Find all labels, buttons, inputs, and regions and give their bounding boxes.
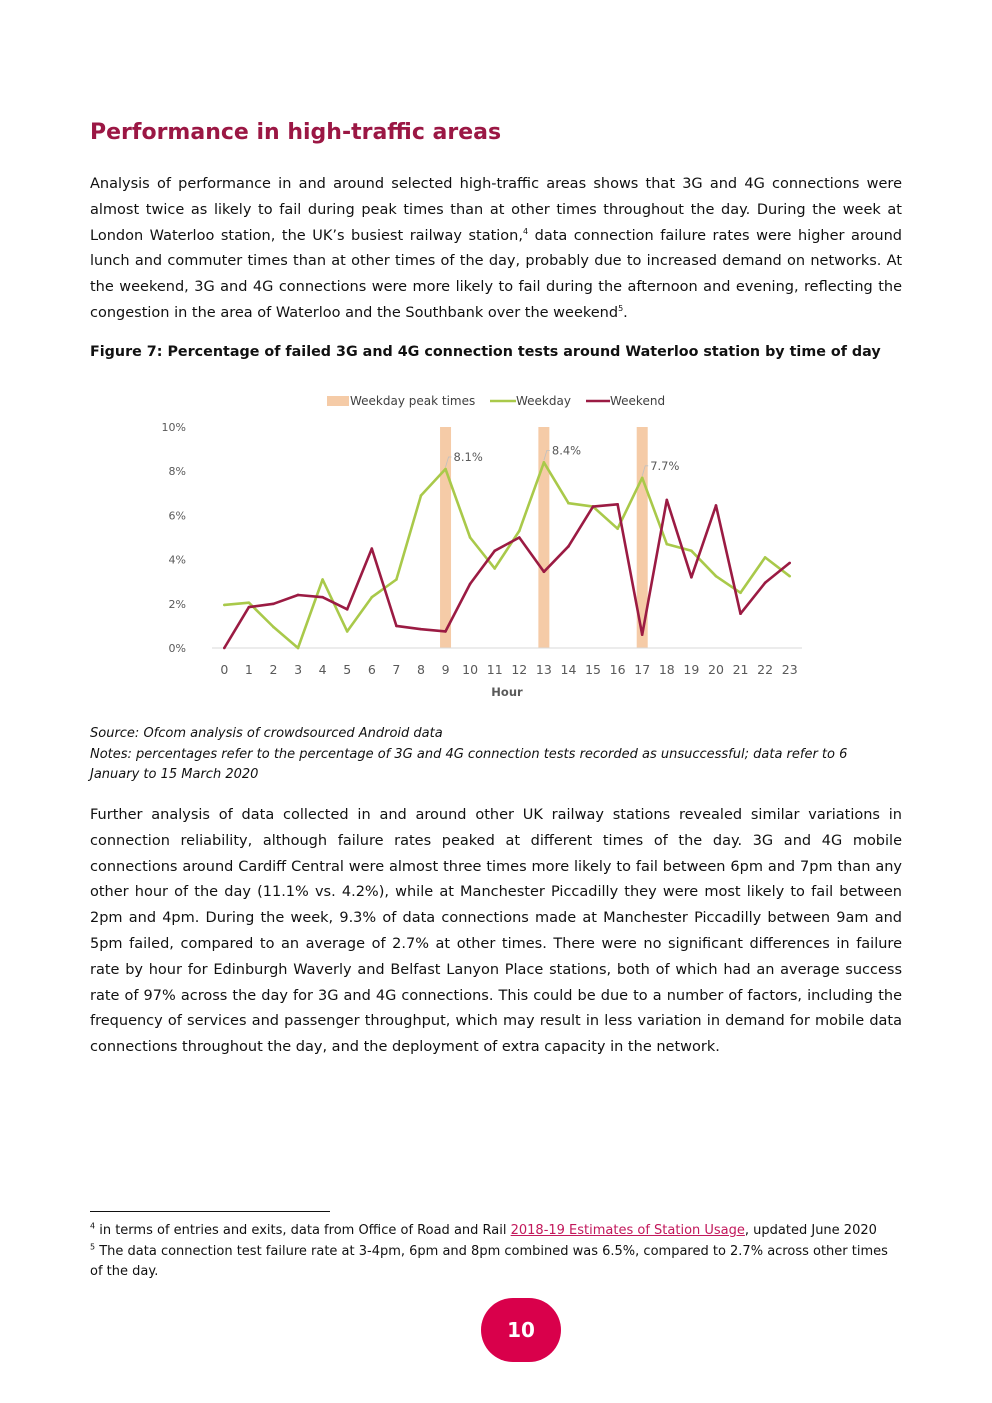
x-tick-label: 19	[683, 662, 700, 677]
figure-notes	[90, 724, 880, 786]
x-tick-label: 16	[609, 662, 626, 677]
weekday-data-point	[248, 601, 251, 604]
weekend-data-point	[493, 549, 496, 552]
x-tick-label: 11	[486, 662, 503, 677]
weekend-data-point	[567, 545, 570, 548]
weekend-data-point	[395, 625, 398, 628]
x-tick-label: 3	[294, 662, 303, 677]
weekday-data-point	[444, 468, 447, 471]
legend-weekday-label: Weekday	[516, 394, 571, 408]
weekend-data-point	[223, 647, 226, 650]
weekend-data-point	[420, 628, 423, 631]
weekend-data-point	[764, 582, 767, 585]
x-tick-label: 17	[634, 662, 651, 677]
footnote-4-pre: in terms of entries and exits, data from Office of Road and Rail	[95, 1223, 511, 1238]
weekday-data-point	[690, 549, 693, 552]
intro-paragraph	[90, 172, 902, 327]
x-tick-label: 15	[585, 662, 601, 677]
intro-text-a: Analysis of performance in and around selected high-traffic areas shows that 3G and 4G connections were almost twice as likely to fail during peak times than at other times throughout the day. During the week at London Waterloo station, the UK’s busiest railway station,	[90, 176, 902, 244]
weekday-data-point	[567, 502, 570, 505]
notes-text: Notes: percentages refer to the percentage of 3G and 4G connection tests recorded as unsuccessful; data refer to 6 January to 15 March 2020	[90, 746, 848, 782]
weekday-data-point	[641, 477, 644, 480]
legend-peak-label: Weekday peak times	[350, 394, 476, 408]
station-usage-link[interactable]: 2018-19 Estimates of Station Usage	[510, 1223, 745, 1238]
weekday-data-point	[665, 543, 668, 546]
y-tick-label: 2%	[168, 597, 186, 611]
intro-text-b: data connection failure rates were higher around lunch and commuter times than at other times of the day, probably due to increased demand on networks. At the weekend, 3G and 4G connections were more likely to fail during the afternoon and evening, reflecting the congestion in the area of Waterloo and the Southbank over the weekend	[90, 227, 902, 321]
weekend-data-point	[297, 594, 300, 597]
weekday-data-point	[715, 575, 718, 578]
x-tick-label: 12	[511, 662, 528, 677]
x-tick-label: 0	[220, 662, 229, 677]
weekend-series-line	[224, 500, 789, 648]
footnotes	[90, 1221, 890, 1283]
x-tick-label: 18	[658, 662, 675, 677]
x-tick-label: 14	[560, 662, 577, 677]
weekend-data-point	[690, 576, 693, 579]
weekday-data-point	[321, 578, 324, 581]
x-axis-title: Hour	[491, 685, 523, 699]
weekend-data-point	[248, 606, 251, 609]
footnote-ref-4[interactable]: 4	[522, 226, 529, 236]
weekday-data-point	[395, 578, 398, 581]
weekday-data-point	[739, 591, 742, 594]
footnote-ref-5[interactable]: 5	[618, 304, 624, 314]
weekday-data-point	[518, 530, 521, 533]
x-tick-label: 4	[318, 662, 327, 677]
weekend-data-point	[788, 562, 791, 565]
x-tick-label: 13	[535, 662, 552, 677]
weekend-data-point	[370, 547, 373, 550]
weekend-data-point	[641, 633, 644, 636]
weekend-data-point	[665, 499, 668, 502]
footnote-5	[90, 1242, 890, 1283]
weekend-data-point	[616, 503, 619, 506]
weekday-data-point	[764, 556, 767, 559]
weekday-data-point	[469, 536, 472, 539]
legend-peak-swatch	[327, 396, 349, 406]
weekend-data-point	[739, 612, 742, 615]
footnote-divider	[90, 1211, 330, 1212]
x-tick-label: 9	[441, 662, 450, 677]
weekend-data-point	[592, 505, 595, 508]
peak-time-bar	[440, 427, 451, 648]
page-number: 10	[481, 1298, 561, 1362]
section-heading: Performance in high-traffic areas	[90, 120, 502, 145]
x-tick-label: 21	[732, 662, 749, 677]
weekday-data-point	[543, 461, 546, 464]
annotation-label: 8.1%	[453, 449, 483, 464]
x-tick-label: 22	[757, 662, 774, 677]
x-tick-label: 10	[462, 662, 479, 677]
weekday-data-point	[420, 494, 423, 497]
x-tick-label: 1	[244, 662, 253, 677]
analysis-paragraph: Further analysis of data collected in and around other UK railway stations revealed similar variations in connection reliability, although failure rates peaked at different times of the day. 3G and 4G mobile connections around Cardiff Central were almost three times more likely to fail between 6pm and 7pm than any other hour of the day (11.1% vs. 4.2%), while at Manchester Piccadilly they were most likely to fail between 2pm and 4pm. During the week, 9.3% of data connections made at Manchester Piccadilly between 9am and 5pm failed, compared to an average of 2.7% at other times. There were no significant differences in failure rate by hour for Edinburgh Waverly and Belfast Lanyon Place stations, both of which had an average success rate of 97% across the day for 3G and 4G connections. This could be due to a number of factors, including the frequency of services and passenger throughput, which may result in less variation in demand for mobile data connections throughout the day, and the deployment of extra capacity in the network.	[90, 807, 902, 1056]
x-tick-label: 8	[416, 662, 425, 677]
y-tick-label: 4%	[168, 553, 186, 567]
weekday-data-point	[272, 626, 275, 629]
y-tick-label: 10%	[161, 421, 186, 434]
weekend-data-point	[272, 603, 275, 606]
x-tick-label: 5	[343, 662, 352, 677]
weekend-data-point	[518, 536, 521, 539]
weekend-data-point	[469, 583, 472, 586]
weekday-data-point	[370, 596, 373, 599]
legend-weekend-label: Weekend	[610, 394, 666, 408]
y-tick-label: 0%	[168, 642, 186, 655]
weekday-data-point	[297, 647, 300, 650]
x-tick-label: 2	[269, 662, 278, 677]
footnote-4	[90, 1221, 890, 1242]
weekday-series-line	[224, 462, 789, 648]
annotation-label: 7.7%	[650, 458, 680, 473]
x-tick-label: 23	[781, 662, 798, 677]
weekend-data-point	[444, 630, 447, 633]
footnote-4-marker: 4	[90, 1221, 96, 1231]
x-tick-label: 6	[367, 662, 376, 677]
weekday-data-point	[616, 527, 619, 530]
line-chart	[140, 385, 830, 703]
figure-title: Figure 7: Percentage of failed 3G and 4G connection tests around Waterloo station by time of day	[90, 344, 881, 360]
weekday-data-point	[223, 604, 226, 607]
weekday-data-point	[346, 630, 349, 633]
annotation-label: 8.4%	[551, 443, 582, 458]
source-note: Source: Ofcom analysis of crowdsourced Android data	[90, 726, 443, 741]
x-tick-label: 20	[708, 662, 724, 677]
weekend-data-point	[543, 570, 546, 573]
footnote-5-marker: 5	[90, 1242, 96, 1252]
y-tick-label: 6%	[168, 509, 186, 523]
y-tick-label: 8%	[168, 465, 186, 479]
weekend-data-point	[321, 596, 324, 599]
weekend-data-point	[715, 504, 718, 507]
weekend-data-point	[346, 608, 349, 611]
weekday-data-point	[788, 575, 791, 578]
x-tick-label: 7	[392, 662, 401, 677]
weekday-data-point	[493, 567, 496, 570]
footnote-4-post: , updated June 2020	[744, 1223, 877, 1238]
intro-text-c: .	[623, 304, 628, 321]
footnote-5-text: The data connection test failure rate at 3-4pm, 6pm and 8pm combined was 6.5%, compared to 2.7% across other times of the day.	[90, 1243, 888, 1279]
